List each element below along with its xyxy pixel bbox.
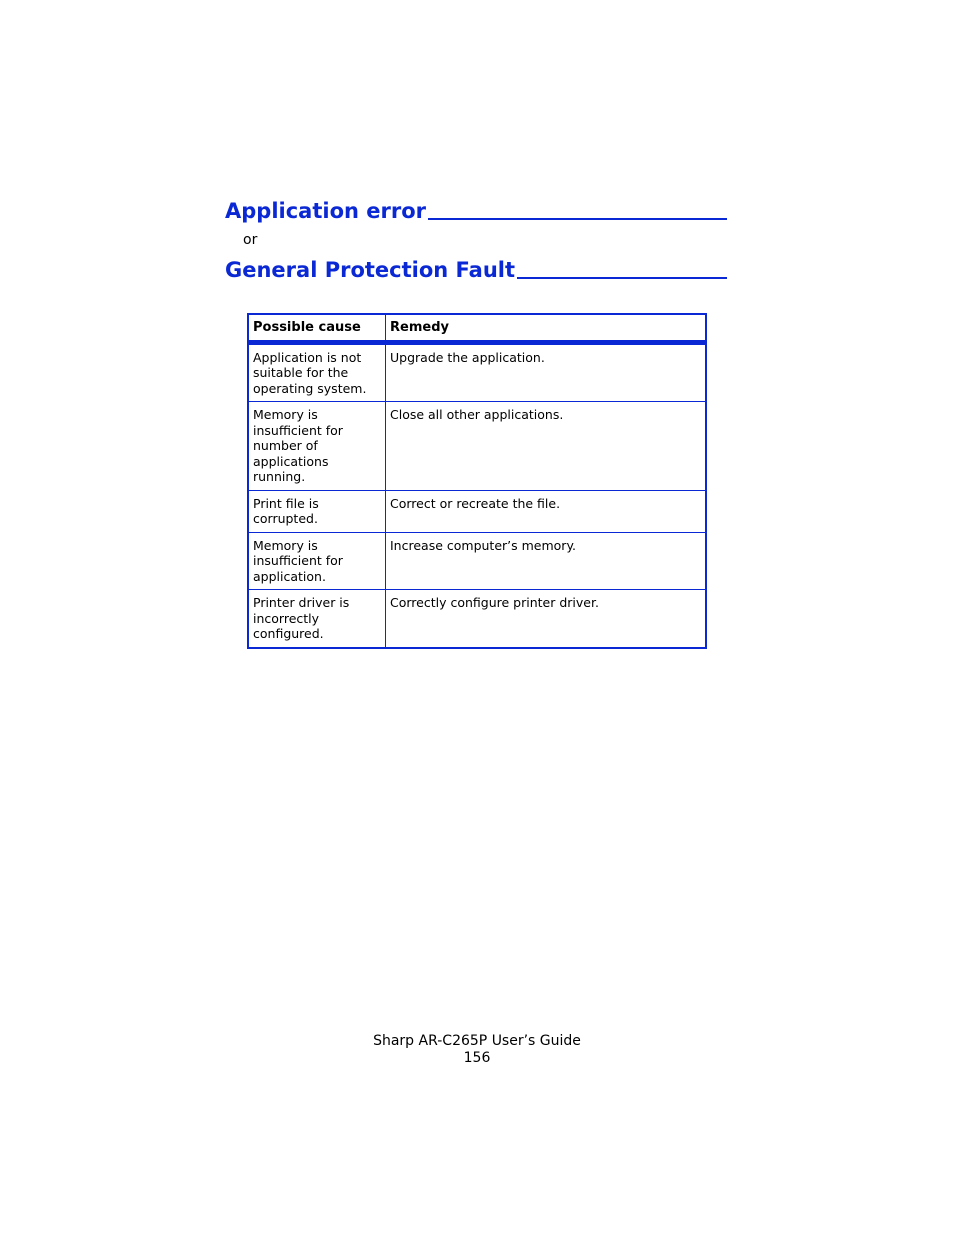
heading-general-protection-fault-text: General Protection Fault (225, 258, 516, 282)
remedy-cell: Increase computer’s memory. (386, 532, 707, 590)
footer-guide-title: Sharp AR-C265P User’s Guide (373, 1033, 581, 1049)
heading-general-protection-fault (225, 257, 727, 283)
heading-application-error (225, 198, 727, 224)
header-possible-cause: Possible cause (248, 314, 386, 342)
table-row (248, 342, 706, 402)
cause-cell (248, 490, 386, 532)
footer-page-number: 156 (463, 1050, 491, 1066)
or-text: or (243, 232, 258, 248)
cause-text: Memory is insufficient for number of applications running. (253, 407, 343, 484)
table-row (248, 590, 706, 648)
header-remedy: Remedy (386, 314, 707, 342)
table-header-row (248, 314, 706, 342)
cause-text: Application is not suitable for the operating system. (253, 349, 367, 396)
remedy-cell: Correct or recreate the file. (386, 490, 707, 532)
cause-text: Printer driver is incorrectly configured. (253, 595, 350, 641)
table-row (248, 532, 706, 590)
cause-cell (248, 342, 386, 402)
table-row (248, 490, 706, 532)
heading-underline (428, 218, 727, 220)
cause-cell (248, 402, 386, 491)
heading-application-error-text: Application error (225, 199, 426, 223)
cause-text: Print file is corrupted. (253, 495, 319, 526)
troubleshooting-table (247, 313, 707, 649)
cause-cell (248, 590, 386, 648)
table-row (248, 402, 706, 491)
heading-underline (517, 277, 727, 279)
cause-cell (248, 532, 386, 590)
remedy-cell: Correctly configure printer driver. (386, 590, 707, 648)
remedy-cell: Close all other applications. (386, 402, 707, 491)
remedy-cell: Upgrade the application. (386, 342, 707, 402)
cause-text: Memory is insufficient for application. (253, 537, 343, 584)
table-body (248, 342, 706, 648)
